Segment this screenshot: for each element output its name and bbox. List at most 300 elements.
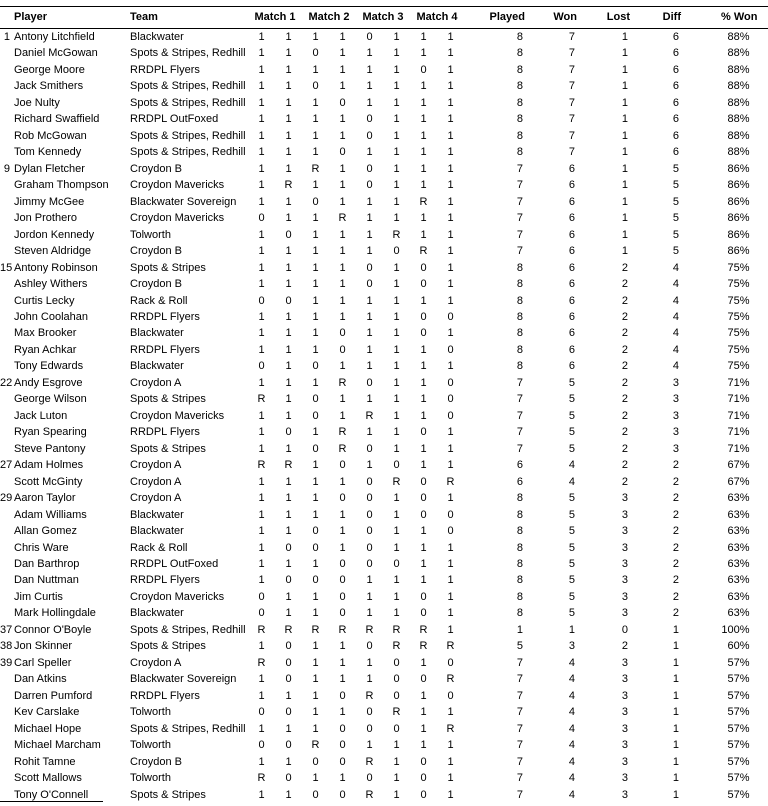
lost-cell: 3 (621, 706, 628, 719)
match1-frame1-cell: 1 (258, 31, 265, 43)
match3-frame1-cell: 1 (366, 656, 373, 669)
team-cell: Blackwater Sovereign (130, 195, 237, 208)
match2-frame1-cell: 0 (312, 574, 319, 587)
won-cell: 4 (568, 755, 575, 768)
match2-frame2-cell: 1 (339, 162, 346, 175)
lost-cell: 3 (621, 656, 628, 669)
team-cell: Croydon B (130, 245, 182, 258)
match4-frame2-cell: 0 (447, 508, 454, 521)
match3-frame2-cell: R (392, 706, 401, 719)
rank-cell (0, 293, 12, 309)
match4-frame1-cell: R (419, 245, 428, 258)
table-row (0, 457, 768, 473)
played-cell: 7 (516, 706, 523, 719)
team-cell: Croydon Mavericks (130, 409, 225, 422)
match2-frame2-cell: 1 (339, 475, 346, 488)
rank-cell: 39 (0, 656, 12, 669)
rank-cell (0, 243, 12, 259)
pct-won-cell: 86% (727, 245, 750, 258)
match1-frame2-cell: R (284, 179, 293, 192)
match4-frame1-cell: 1 (420, 162, 427, 175)
match4-frame2-cell: 1 (447, 327, 454, 340)
rank-cell (0, 358, 12, 374)
player-cell: Antony Litchfield (14, 31, 95, 43)
played-cell: 8 (516, 541, 523, 554)
diff-cell: 6 (672, 47, 679, 60)
rank-cell (0, 95, 12, 111)
match2-frame1-cell: 1 (312, 327, 319, 340)
table-row (0, 441, 768, 457)
team-cell: RRDPL Flyers (130, 343, 200, 356)
table-row (0, 605, 768, 621)
won-cell: 7 (568, 113, 575, 126)
match1-frame1-cell: R (257, 459, 266, 472)
pct-won-cell: 63% (727, 525, 750, 538)
match3-frame1-cell: 1 (366, 459, 373, 472)
match3-frame2-cell: 1 (393, 327, 400, 340)
played-cell: 7 (516, 772, 523, 785)
rank-cell (0, 589, 12, 605)
match2-frame2-cell: 1 (339, 31, 346, 43)
match3-frame2-cell: 0 (393, 722, 400, 735)
table-row (0, 589, 768, 605)
match3-frame2-cell: R (392, 228, 401, 241)
pct-won-cell: 75% (727, 278, 750, 291)
match3-frame2-cell: 1 (393, 96, 400, 109)
match4-frame2-cell: 1 (447, 47, 454, 60)
match3-frame1-cell: 0 (366, 179, 373, 192)
played-cell: 8 (516, 574, 523, 587)
match1-frame1-cell: R (257, 393, 266, 406)
diff-cell: 1 (672, 623, 679, 636)
played-cell: 8 (516, 525, 523, 538)
match3-frame2-cell: 1 (393, 162, 400, 175)
pct-won-cell: 57% (727, 722, 750, 735)
match3-frame2-cell: 1 (393, 525, 400, 538)
match4-frame1-cell: R (419, 640, 428, 653)
lost-cell: 2 (621, 261, 628, 274)
table-row (0, 556, 768, 572)
player-cell: Steven Aldridge (14, 245, 92, 258)
won-cell: 6 (568, 294, 575, 307)
player-cell: John Coolahan (14, 310, 89, 323)
table-row (0, 671, 768, 687)
pct-won-cell: 63% (727, 574, 750, 587)
match2-frame1-cell: R (311, 162, 320, 175)
table-row (0, 737, 768, 753)
diff-cell: 1 (672, 788, 679, 801)
match3-frame1-cell: 0 (366, 442, 373, 455)
team-cell: RRDPL OutFoxed (130, 113, 219, 126)
match2-frame1-cell: 1 (312, 343, 319, 356)
played-cell: 7 (516, 788, 523, 801)
pct-won-cell: 63% (727, 558, 750, 570)
match4-frame2-cell: 1 (447, 31, 454, 43)
match4-frame2-cell: 1 (447, 146, 454, 159)
match3-frame1-cell: 0 (366, 772, 373, 785)
match2-frame1-cell: 1 (312, 228, 319, 241)
match1-frame2-cell: 1 (285, 162, 292, 175)
match2-frame2-cell: R (338, 442, 347, 455)
match1-frame2-cell: 1 (285, 31, 292, 43)
match2-frame2-cell: 1 (339, 113, 346, 126)
match4-frame2-cell: 1 (447, 294, 454, 307)
match4-frame2-cell: 1 (447, 212, 454, 225)
played-cell: 8 (516, 360, 523, 373)
team-cell: Blackwater (130, 327, 184, 340)
match4-frame2-cell: 1 (447, 63, 454, 76)
match1-frame1-cell: 1 (258, 722, 265, 735)
match2-frame1-cell: 0 (312, 80, 319, 93)
match1-frame2-cell: R (284, 459, 293, 472)
header-lost: Lost (580, 7, 633, 29)
diff-cell: 3 (672, 376, 679, 389)
pct-won-cell: 63% (727, 607, 750, 620)
diff-cell: 5 (672, 228, 679, 241)
rank-cell (0, 737, 12, 753)
pct-won-cell: 57% (727, 755, 750, 768)
rank-cell (0, 688, 12, 704)
team-cell: Spots & Stripes (130, 261, 206, 274)
match4-frame2-cell: 1 (447, 278, 454, 291)
diff-cell: 2 (672, 492, 679, 505)
diff-cell: 6 (672, 146, 679, 159)
header-team: Team (130, 7, 248, 29)
played-cell: 8 (516, 558, 523, 570)
match1-frame1-cell: 1 (258, 409, 265, 422)
player-cell: Michael Hope (14, 722, 82, 735)
played-cell: 8 (516, 508, 523, 521)
match3-frame1-cell: 0 (366, 508, 373, 521)
match4-frame2-cell: 1 (447, 426, 454, 439)
match1-frame2-cell: 1 (285, 47, 292, 60)
pct-won-cell: 71% (727, 426, 750, 439)
match4-frame2-cell: 1 (447, 360, 454, 373)
pct-won-cell: 75% (727, 261, 750, 274)
match3-frame1-cell: 1 (366, 310, 373, 323)
team-cell: Tolworth (130, 739, 171, 752)
lost-cell: 3 (621, 607, 628, 620)
pct-won-cell: 88% (727, 63, 750, 76)
table-row (0, 309, 768, 325)
player-cell: Max Brooker (14, 327, 77, 340)
lost-cell: 1 (621, 80, 628, 93)
player-cell: Adam Williams (14, 508, 87, 521)
player-cell: Richard Swaffield (14, 113, 100, 126)
won-cell: 5 (568, 393, 575, 406)
player-cell: Carl Speller (14, 656, 72, 669)
lost-cell: 3 (621, 492, 628, 505)
pct-won-cell: 86% (727, 162, 750, 175)
player-cell: Andy Esgrove (14, 376, 83, 389)
header-played: Played (464, 7, 528, 29)
diff-cell: 2 (672, 607, 679, 620)
rank-cell (0, 276, 12, 292)
played-cell: 8 (516, 343, 523, 356)
match2-frame2-cell: 0 (339, 327, 346, 340)
won-cell: 6 (568, 310, 575, 323)
match2-frame1-cell: 1 (312, 656, 319, 669)
played-cell: 7 (516, 755, 523, 768)
lost-cell: 1 (621, 179, 628, 192)
match4-frame2-cell: 1 (447, 607, 454, 620)
match3-frame1-cell: 0 (366, 113, 373, 126)
pct-won-cell: 57% (727, 772, 750, 785)
match3-frame2-cell: 1 (393, 739, 400, 752)
team-cell: Rack & Roll (130, 541, 188, 554)
table-row (0, 78, 768, 94)
lost-cell: 3 (621, 689, 628, 702)
player-cell: Michael Marcham (14, 739, 101, 752)
lost-cell: 3 (621, 525, 628, 538)
match2-frame2-cell: R (338, 376, 347, 389)
pct-won-cell: 88% (727, 113, 750, 126)
diff-cell: 3 (672, 393, 679, 406)
match4-frame2-cell: R (446, 722, 455, 735)
match1-frame1-cell: 0 (258, 212, 265, 225)
match2-frame2-cell: 1 (339, 228, 346, 241)
match1-frame1-cell: 1 (258, 113, 265, 126)
match3-frame1-cell: 1 (366, 360, 373, 373)
match4-frame2-cell: 1 (447, 558, 454, 570)
match1-frame1-cell: 1 (258, 755, 265, 768)
match3-frame1-cell: 1 (366, 195, 373, 208)
played-cell: 7 (516, 195, 523, 208)
match2-frame1-cell: 1 (312, 508, 319, 521)
won-cell: 5 (568, 426, 575, 439)
match2-frame2-cell: 1 (339, 195, 346, 208)
won-cell: 5 (568, 409, 575, 422)
won-cell: 5 (568, 492, 575, 505)
match1-frame2-cell: 1 (285, 393, 292, 406)
match1-frame1-cell: 1 (258, 640, 265, 653)
table-row (0, 688, 768, 704)
pct-won-cell: 57% (727, 739, 750, 752)
match4-frame2-cell: 1 (447, 129, 454, 142)
diff-cell: 4 (672, 327, 679, 340)
played-cell: 5 (516, 640, 523, 653)
match4-frame2-cell: 0 (447, 343, 454, 356)
rank-cell: 22 (0, 376, 12, 389)
match4-frame1-cell: 1 (420, 459, 427, 472)
played-cell: 7 (516, 228, 523, 241)
rank-cell (0, 754, 12, 770)
player-cell: Jon Prothero (14, 212, 77, 225)
team-cell: Blackwater (130, 31, 184, 43)
header-pct-won: % Won (684, 7, 768, 29)
rank-cell (0, 177, 12, 193)
played-cell: 6 (516, 475, 523, 488)
pct-won-cell: 57% (727, 689, 750, 702)
match4-frame2-cell: 1 (447, 459, 454, 472)
match2-frame1-cell: R (311, 623, 320, 636)
rank-cell (0, 424, 12, 440)
match4-frame2-cell: 0 (447, 409, 454, 422)
diff-cell: 5 (672, 245, 679, 258)
match2-frame1-cell: 1 (312, 640, 319, 653)
match1-frame1-cell: 1 (258, 47, 265, 60)
match1-frame2-cell: 1 (285, 261, 292, 274)
match1-frame1-cell: 1 (258, 327, 265, 340)
match3-frame2-cell: 0 (393, 558, 400, 570)
rank-cell (0, 721, 12, 737)
won-cell: 4 (568, 706, 575, 719)
match2-frame2-cell: 0 (339, 96, 346, 109)
match4-frame2-cell: 1 (447, 96, 454, 109)
lost-cell: 3 (621, 739, 628, 752)
match1-frame2-cell: 1 (285, 722, 292, 735)
won-cell: 4 (568, 788, 575, 801)
match3-frame1-cell: 1 (366, 294, 373, 307)
match4-frame1-cell: 1 (420, 376, 427, 389)
table-row (0, 45, 768, 61)
won-cell: 4 (568, 459, 575, 472)
team-cell: Croydon B (130, 278, 182, 291)
match4-frame2-cell: 1 (447, 739, 454, 752)
table-row (0, 325, 768, 341)
match1-frame1-cell: 0 (258, 607, 265, 620)
match1-frame2-cell: 0 (285, 426, 292, 439)
pct-won-cell: 75% (727, 327, 750, 340)
match3-frame1-cell: 1 (366, 590, 373, 603)
match4-frame1-cell: 0 (420, 475, 427, 488)
match4-frame2-cell: 1 (447, 772, 454, 785)
league-table (0, 6, 768, 803)
match3-frame1-cell: 1 (366, 146, 373, 159)
match3-frame1-cell: 0 (366, 162, 373, 175)
diff-cell: 2 (672, 459, 679, 472)
match1-frame1-cell: R (257, 656, 266, 669)
played-cell: 8 (516, 31, 523, 43)
diff-cell: 5 (672, 179, 679, 192)
table-row (0, 424, 768, 440)
match1-frame1-cell: 1 (258, 310, 265, 323)
lost-cell: 1 (621, 96, 628, 109)
match1-frame1-cell: 0 (258, 706, 265, 719)
player-cell: Jordon Kennedy (14, 228, 95, 241)
team-cell: Rack & Roll (130, 294, 188, 307)
match3-frame1-cell: 1 (366, 228, 373, 241)
table-row (0, 276, 768, 292)
match1-frame1-cell: 1 (258, 63, 265, 76)
match2-frame1-cell: 0 (312, 755, 319, 768)
match2-frame1-cell: 0 (312, 541, 319, 554)
match3-frame1-cell: 0 (366, 31, 373, 43)
rank-cell (0, 408, 12, 424)
won-cell: 6 (568, 228, 575, 241)
rank-cell (0, 441, 12, 457)
team-cell: Croydon A (130, 492, 182, 505)
match2-frame1-cell: 1 (312, 772, 319, 785)
match4-frame1-cell: 1 (420, 146, 427, 159)
pct-won-cell: 86% (727, 228, 750, 241)
won-cell: 4 (568, 689, 575, 702)
match1-frame2-cell: 1 (285, 113, 292, 126)
table-row (0, 490, 768, 506)
match2-frame1-cell: 1 (312, 179, 319, 192)
match2-frame1-cell: 1 (312, 113, 319, 126)
rank-cell (0, 111, 12, 127)
diff-cell: 1 (672, 739, 679, 752)
lost-cell: 1 (621, 129, 628, 142)
diff-cell: 1 (672, 722, 679, 735)
table-row (0, 260, 768, 276)
match3-frame2-cell: 1 (393, 409, 400, 422)
player-cell: George Wilson (14, 393, 87, 406)
lost-cell: 1 (621, 228, 628, 241)
match2-frame2-cell: 0 (339, 492, 346, 505)
match4-frame1-cell: 1 (420, 80, 427, 93)
team-cell: Blackwater (130, 360, 184, 373)
pct-won-cell: 57% (727, 706, 750, 719)
match2-frame1-cell: 1 (312, 278, 319, 291)
player-cell: Mark Hollingdale (14, 607, 96, 620)
match4-frame1-cell: 1 (420, 722, 427, 735)
match1-frame1-cell: 1 (258, 80, 265, 93)
match1-frame2-cell: 1 (285, 360, 292, 373)
match4-frame2-cell: 0 (447, 689, 454, 702)
match2-frame2-cell: 1 (339, 63, 346, 76)
match3-frame2-cell: 1 (393, 376, 400, 389)
match3-frame2-cell: 1 (393, 294, 400, 307)
table-row (0, 704, 768, 720)
played-cell: 6 (516, 459, 523, 472)
player-cell: Dylan Fletcher (14, 162, 85, 175)
table-bottom-partial-border (0, 801, 103, 802)
diff-cell: 6 (672, 129, 679, 142)
match1-frame1-cell: 0 (258, 294, 265, 307)
won-cell: 4 (568, 673, 575, 686)
match1-frame2-cell: 1 (285, 278, 292, 291)
match1-frame1-cell: 1 (258, 673, 265, 686)
header-match4: Match 4 (410, 7, 464, 29)
match1-frame1-cell: 1 (258, 343, 265, 356)
played-cell: 7 (516, 442, 523, 455)
match4-frame2-cell: R (446, 640, 455, 653)
match1-frame1-cell: 1 (258, 162, 265, 175)
diff-cell: 1 (672, 706, 679, 719)
match2-frame2-cell: 0 (339, 607, 346, 620)
match1-frame1-cell: 1 (258, 96, 265, 109)
player-cell: Ryan Achkar (14, 343, 77, 356)
match4-frame1-cell: 1 (420, 179, 427, 192)
lost-cell: 3 (621, 722, 628, 735)
diff-cell: 6 (672, 113, 679, 126)
match2-frame2-cell: 1 (339, 47, 346, 60)
diff-cell: 2 (672, 590, 679, 603)
match3-frame1-cell: 0 (366, 278, 373, 291)
match2-frame2-cell: 0 (339, 459, 346, 472)
rank-cell (0, 194, 12, 210)
won-cell: 7 (568, 146, 575, 159)
header-match2: Match 2 (302, 7, 356, 29)
match4-frame1-cell: 1 (420, 360, 427, 373)
match2-frame1-cell: 1 (312, 590, 319, 603)
match4-frame2-cell: 1 (447, 492, 454, 505)
match3-frame2-cell: 1 (393, 113, 400, 126)
match4-frame1-cell: 1 (420, 739, 427, 752)
won-cell: 5 (568, 558, 575, 570)
match4-frame1-cell: R (419, 195, 428, 208)
match4-frame1-cell: 0 (420, 607, 427, 620)
team-cell: RRDPL Flyers (130, 574, 200, 587)
lost-cell: 0 (621, 623, 628, 636)
played-cell: 8 (516, 310, 523, 323)
match1-frame2-cell: R (284, 623, 293, 636)
match1-frame1-cell: 1 (258, 442, 265, 455)
diff-cell: 4 (672, 294, 679, 307)
played-cell: 7 (516, 212, 523, 225)
